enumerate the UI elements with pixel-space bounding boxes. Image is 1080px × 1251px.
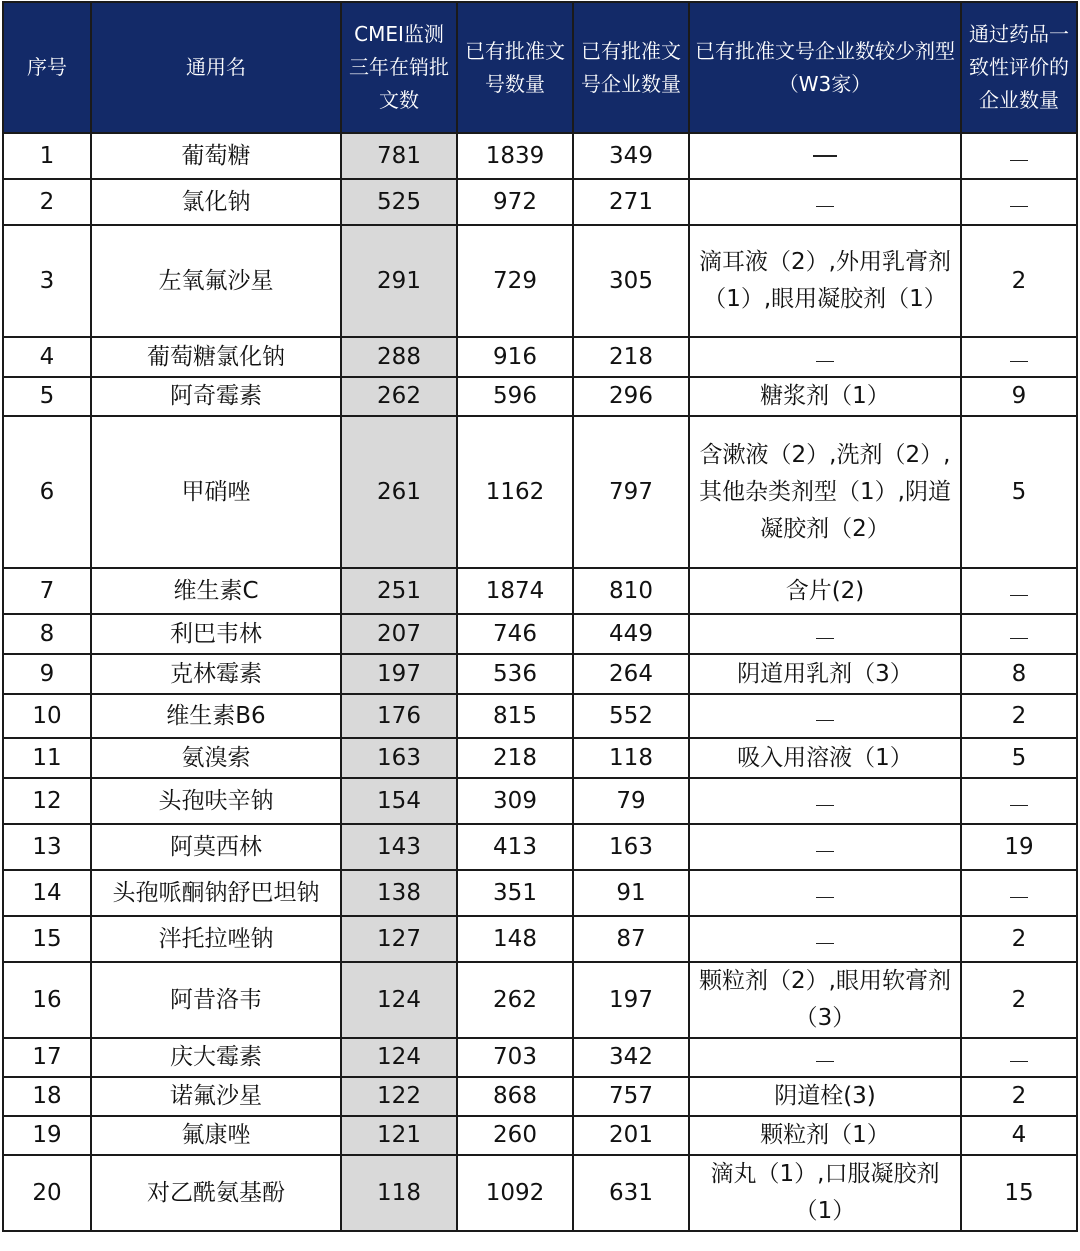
cell-serial: 8	[3, 614, 91, 654]
cell-generic-name: 头孢哌酮钠舒巴坦钠	[91, 870, 341, 916]
dash-mark	[816, 851, 834, 852]
dash-mark	[816, 943, 834, 944]
cell-serial: 19	[3, 1116, 91, 1155]
cell-dosage-forms: 颗粒剂（1）	[689, 1116, 961, 1155]
cell-serial: 4	[3, 337, 91, 377]
cell-approval-count: 1092	[457, 1155, 573, 1231]
cell-serial: 3	[3, 225, 91, 337]
cell-dosage-forms	[689, 179, 961, 225]
cell-consistency-count: 2	[961, 962, 1077, 1038]
cell-firm-count: 349	[573, 133, 689, 179]
cell-serial: 12	[3, 778, 91, 824]
cell-firm-count: 296	[573, 377, 689, 416]
table-row	[3, 1077, 1077, 1116]
cell-serial: 15	[3, 916, 91, 962]
cell-consistency-count: 9	[961, 377, 1077, 416]
cell-serial: 14	[3, 870, 91, 916]
header-approval-count: 已有批准文号数量	[457, 2, 573, 133]
drug-approval-table	[2, 1, 1078, 1232]
cell-dosage-forms: 颗粒剂（2）,眼用软膏剂（3）	[689, 962, 961, 1038]
dash-mark	[816, 1061, 834, 1062]
cell-approval-count: 536	[457, 654, 573, 694]
dash-mark	[816, 206, 834, 207]
cell-approval-count: 309	[457, 778, 573, 824]
cell-approval-count: 1839	[457, 133, 573, 179]
cell-generic-name: 维生素C	[91, 568, 341, 614]
header-serial: 序号	[3, 2, 91, 133]
cell-cmei-count: 525	[341, 179, 457, 225]
cell-consistency-count: 2	[961, 1077, 1077, 1116]
cell-approval-count: 815	[457, 694, 573, 738]
cell-dosage-forms	[689, 870, 961, 916]
dash-mark	[813, 155, 837, 157]
header-firm-count: 已有批准文号企业数量	[573, 2, 689, 133]
cell-generic-name: 克林霉素	[91, 654, 341, 694]
cell-serial: 7	[3, 568, 91, 614]
header-generic-name: 通用名	[91, 2, 341, 133]
table-row	[3, 133, 1077, 179]
cell-cmei-count: 121	[341, 1116, 457, 1155]
cell-dosage-forms: 含漱液（2）,洗剂（2）,其他杂类剂型（1）,阴道凝胶剂（2）	[689, 416, 961, 568]
cell-generic-name: 阿奇霉素	[91, 377, 341, 416]
cell-approval-count: 262	[457, 962, 573, 1038]
cell-firm-count: 631	[573, 1155, 689, 1231]
cell-generic-name: 左氧氟沙星	[91, 225, 341, 337]
cell-consistency-count: 5	[961, 416, 1077, 568]
header-consistency-count: 通过药品一致性评价的企业数量	[961, 2, 1077, 133]
cell-firm-count: 91	[573, 870, 689, 916]
cell-generic-name: 阿昔洛韦	[91, 962, 341, 1038]
cell-dosage-forms	[689, 1038, 961, 1077]
cell-serial: 6	[3, 416, 91, 568]
table-row	[3, 694, 1077, 738]
cell-serial: 13	[3, 824, 91, 870]
dash-mark	[1010, 361, 1028, 362]
cell-generic-name: 葡萄糖氯化钠	[91, 337, 341, 377]
table-row	[3, 337, 1077, 377]
cell-cmei-count: 163	[341, 738, 457, 778]
cell-cmei-count: 261	[341, 416, 457, 568]
cell-consistency-count	[961, 337, 1077, 377]
cell-approval-count: 868	[457, 1077, 573, 1116]
cell-generic-name: 葡萄糖	[91, 133, 341, 179]
cell-consistency-count	[961, 1038, 1077, 1077]
table-row	[3, 1155, 1077, 1231]
cell-dosage-forms: 阴道栓(3)	[689, 1077, 961, 1116]
cell-serial: 20	[3, 1155, 91, 1231]
cell-consistency-count: 5	[961, 738, 1077, 778]
cell-dosage-forms	[689, 694, 961, 738]
cell-firm-count: 305	[573, 225, 689, 337]
header-cmei-count: CMEI监测三年在销批文数	[341, 2, 457, 133]
cell-consistency-count: 15	[961, 1155, 1077, 1231]
cell-approval-count: 746	[457, 614, 573, 654]
cell-cmei-count: 124	[341, 1038, 457, 1077]
cell-approval-count: 260	[457, 1116, 573, 1155]
cell-consistency-count: 2	[961, 916, 1077, 962]
dash-mark	[816, 805, 834, 806]
cell-approval-count: 413	[457, 824, 573, 870]
table-row	[3, 654, 1077, 694]
cell-approval-count: 351	[457, 870, 573, 916]
table-row	[3, 225, 1077, 337]
cell-generic-name: 头孢呋辛钠	[91, 778, 341, 824]
dash-mark	[1010, 160, 1028, 161]
cell-serial: 17	[3, 1038, 91, 1077]
cell-approval-count: 148	[457, 916, 573, 962]
table-row	[3, 824, 1077, 870]
cell-cmei-count: 127	[341, 916, 457, 962]
cell-firm-count: 271	[573, 179, 689, 225]
cell-dosage-forms: 滴耳液（2）,外用乳膏剂（1）,眼用凝胶剂（1）	[689, 225, 961, 337]
cell-cmei-count: 176	[341, 694, 457, 738]
cell-generic-name: 诺氟沙星	[91, 1077, 341, 1116]
cell-cmei-count: 138	[341, 870, 457, 916]
cell-dosage-forms: 含片(2)	[689, 568, 961, 614]
cell-firm-count: 810	[573, 568, 689, 614]
cell-cmei-count: 781	[341, 133, 457, 179]
cell-approval-count: 703	[457, 1038, 573, 1077]
cell-approval-count: 218	[457, 738, 573, 778]
cell-approval-count: 596	[457, 377, 573, 416]
cell-firm-count: 757	[573, 1077, 689, 1116]
cell-firm-count: 552	[573, 694, 689, 738]
table-row	[3, 614, 1077, 654]
cell-generic-name: 氟康唑	[91, 1116, 341, 1155]
cell-firm-count: 197	[573, 962, 689, 1038]
table-row	[3, 916, 1077, 962]
cell-generic-name: 泮托拉唑钠	[91, 916, 341, 962]
cell-firm-count: 218	[573, 337, 689, 377]
cell-approval-count: 916	[457, 337, 573, 377]
table-row	[3, 1116, 1077, 1155]
cell-approval-count: 1162	[457, 416, 573, 568]
cell-generic-name: 维生素B6	[91, 694, 341, 738]
cell-firm-count: 118	[573, 738, 689, 778]
dash-mark	[816, 638, 834, 639]
cell-consistency-count: 2	[961, 225, 1077, 337]
cell-generic-name: 对乙酰氨基酚	[91, 1155, 341, 1231]
cell-consistency-count	[961, 614, 1077, 654]
cell-cmei-count: 291	[341, 225, 457, 337]
table-row	[3, 1038, 1077, 1077]
dash-mark	[1010, 805, 1028, 806]
cell-cmei-count: 124	[341, 962, 457, 1038]
cell-firm-count: 342	[573, 1038, 689, 1077]
table-row	[3, 738, 1077, 778]
cell-cmei-count: 154	[341, 778, 457, 824]
cell-serial: 9	[3, 654, 91, 694]
table-row	[3, 870, 1077, 916]
cell-approval-count: 972	[457, 179, 573, 225]
cell-dosage-forms	[689, 133, 961, 179]
cell-firm-count: 264	[573, 654, 689, 694]
cell-consistency-count	[961, 870, 1077, 916]
cell-serial: 10	[3, 694, 91, 738]
cell-approval-count: 729	[457, 225, 573, 337]
cell-dosage-forms	[689, 337, 961, 377]
cell-serial: 5	[3, 377, 91, 416]
table-row	[3, 377, 1077, 416]
table-row	[3, 179, 1077, 225]
cell-dosage-forms: 滴丸（1）,口服凝胶剂（1）	[689, 1155, 961, 1231]
cell-generic-name: 阿莫西林	[91, 824, 341, 870]
cell-cmei-count: 251	[341, 568, 457, 614]
cell-firm-count: 79	[573, 778, 689, 824]
table-row	[3, 568, 1077, 614]
table-body	[3, 133, 1077, 1231]
cell-dosage-forms: 吸入用溶液（1）	[689, 738, 961, 778]
cell-firm-count: 201	[573, 1116, 689, 1155]
cell-dosage-forms: 阴道用乳剂（3）	[689, 654, 961, 694]
cell-firm-count: 797	[573, 416, 689, 568]
dash-mark	[1010, 1061, 1028, 1062]
cell-firm-count: 87	[573, 916, 689, 962]
cell-consistency-count: 2	[961, 694, 1077, 738]
cell-firm-count: 163	[573, 824, 689, 870]
cell-generic-name: 氨溴索	[91, 738, 341, 778]
cell-consistency-count: 8	[961, 654, 1077, 694]
cell-consistency-count	[961, 778, 1077, 824]
cell-cmei-count: 207	[341, 614, 457, 654]
cell-generic-name: 氯化钠	[91, 179, 341, 225]
cell-serial: 18	[3, 1077, 91, 1116]
header-row	[3, 2, 1077, 133]
table-row	[3, 416, 1077, 568]
cell-serial: 11	[3, 738, 91, 778]
cell-approval-count: 1874	[457, 568, 573, 614]
cell-serial: 16	[3, 962, 91, 1038]
cell-dosage-forms	[689, 916, 961, 962]
dash-mark	[816, 720, 834, 721]
cell-cmei-count: 143	[341, 824, 457, 870]
dash-mark	[1010, 897, 1028, 898]
cell-consistency-count: 19	[961, 824, 1077, 870]
dash-mark	[1010, 638, 1028, 639]
cell-consistency-count	[961, 179, 1077, 225]
cell-consistency-count	[961, 568, 1077, 614]
cell-firm-count: 449	[573, 614, 689, 654]
cell-dosage-forms: 糖浆剂（1）	[689, 377, 961, 416]
cell-cmei-count: 197	[341, 654, 457, 694]
cell-generic-name: 庆大霉素	[91, 1038, 341, 1077]
cell-generic-name: 利巴韦林	[91, 614, 341, 654]
dash-mark	[816, 897, 834, 898]
header-few-firm-forms: 已有批准文号企业数较少剂型（W3家）	[689, 2, 961, 133]
dash-mark	[816, 361, 834, 362]
table-row	[3, 778, 1077, 824]
cell-serial: 2	[3, 179, 91, 225]
cell-dosage-forms	[689, 778, 961, 824]
cell-generic-name: 甲硝唑	[91, 416, 341, 568]
dash-mark	[1010, 206, 1028, 207]
cell-dosage-forms	[689, 824, 961, 870]
cell-dosage-forms	[689, 614, 961, 654]
cell-consistency-count: 4	[961, 1116, 1077, 1155]
table-row	[3, 962, 1077, 1038]
cell-cmei-count: 288	[341, 337, 457, 377]
cell-cmei-count: 122	[341, 1077, 457, 1116]
cell-cmei-count: 118	[341, 1155, 457, 1231]
dash-mark	[1010, 595, 1028, 596]
cell-consistency-count	[961, 133, 1077, 179]
cell-cmei-count: 262	[341, 377, 457, 416]
cell-serial: 1	[3, 133, 91, 179]
